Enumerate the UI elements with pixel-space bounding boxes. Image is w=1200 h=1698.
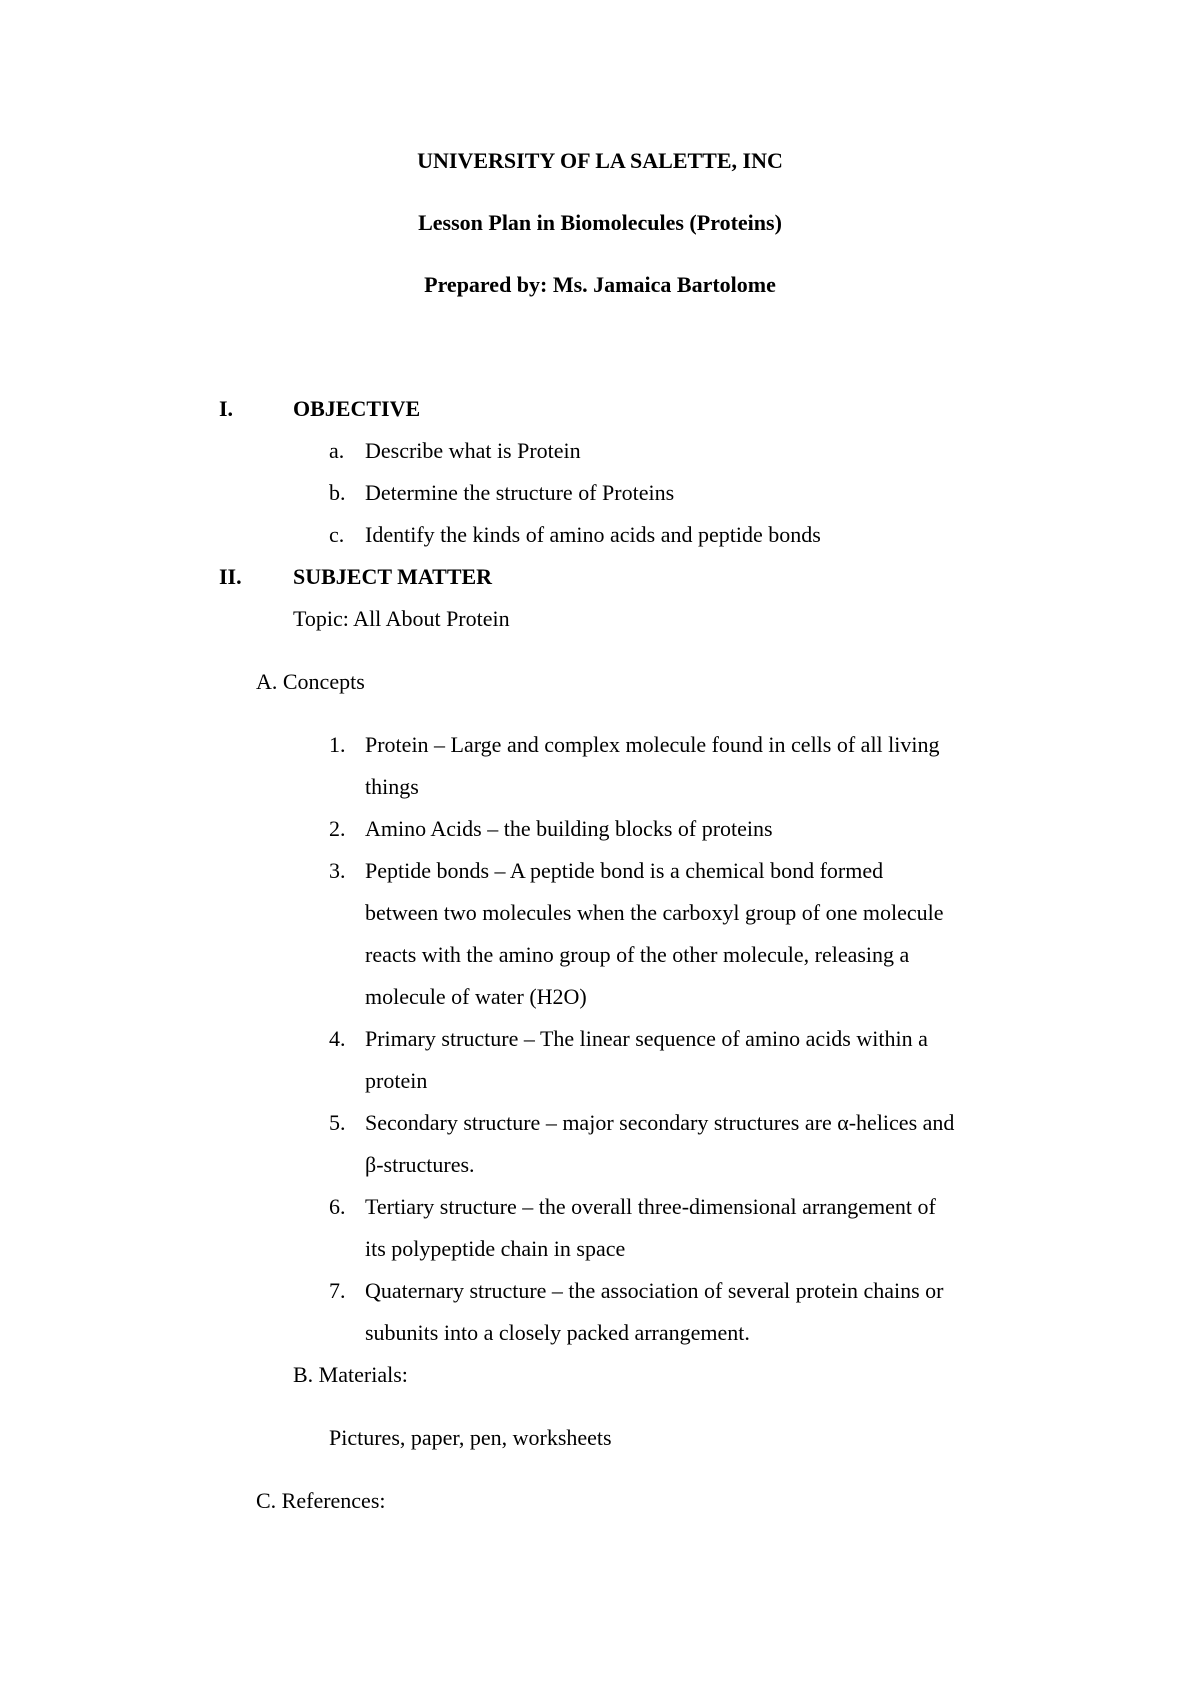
prepared-by: Prepared by: Ms. Jamaica Bartolome: [424, 272, 776, 297]
concept-line: things: [365, 774, 419, 799]
concept-line: molecule of water (H2O): [365, 984, 587, 1009]
section-1-heading: OBJECTIVE: [293, 396, 421, 421]
lesson-plan-title: Lesson Plan in Biomolecules (Proteins): [418, 210, 782, 235]
objective-item: Describe what is Protein: [365, 438, 581, 463]
section-1-numeral: I.: [219, 396, 234, 421]
section-2-heading: SUBJECT MATTER: [293, 564, 493, 589]
concept-marker: 6.: [329, 1194, 346, 1219]
concept-line: Primary structure – The linear sequence of amino acids within a: [365, 1026, 928, 1051]
objective-marker: c.: [329, 522, 345, 547]
section-2-numeral: II.: [219, 564, 242, 589]
concept-line: between two molecules when the carboxyl group of one molecule: [365, 900, 944, 925]
objective-marker: a.: [329, 438, 345, 463]
concept-marker: 1.: [329, 732, 346, 757]
concept-line: subunits into a closely packed arrangement.: [365, 1320, 750, 1345]
topic-line: Topic: All About Protein: [293, 606, 510, 631]
concept-marker: 4.: [329, 1026, 346, 1051]
concepts-heading: A. Concepts: [256, 669, 365, 694]
concept-line: Secondary structure – major secondary structures are α-helices and: [365, 1110, 955, 1135]
concept-marker: 5.: [329, 1110, 346, 1135]
objective-item: Identify the kinds of amino acids and peptide bonds: [365, 522, 821, 547]
concept-marker: 2.: [329, 816, 346, 841]
concept-line: its polypeptide chain in space: [365, 1236, 626, 1261]
concept-line: β-structures.: [365, 1152, 475, 1177]
concept-marker: 7.: [329, 1278, 346, 1303]
institution-title: UNIVERSITY OF LA SALETTE, INC: [417, 148, 783, 173]
objective-item: Determine the structure of Proteins: [365, 480, 675, 505]
concept-line: Protein – Large and complex molecule found in cells of all living: [365, 732, 940, 757]
materials-heading: B. Materials:: [293, 1362, 408, 1387]
concept-line: Amino Acids – the building blocks of proteins: [365, 816, 773, 841]
concept-marker: 3.: [329, 858, 346, 883]
concept-line: protein: [365, 1068, 428, 1093]
references-heading: C. References:: [256, 1488, 386, 1513]
concept-line: Tertiary structure – the overall three-dimensional arrangement of: [365, 1194, 936, 1219]
concept-line: reacts with the amino group of the other molecule, releasing a: [365, 942, 910, 967]
materials-value: Pictures, paper, pen, worksheets: [329, 1425, 612, 1450]
concept-line: Peptide bonds – A peptide bond is a chemical bond formed: [365, 858, 884, 883]
objective-marker: b.: [329, 480, 346, 505]
concept-line: Quaternary structure – the association of several protein chains or: [365, 1278, 944, 1303]
